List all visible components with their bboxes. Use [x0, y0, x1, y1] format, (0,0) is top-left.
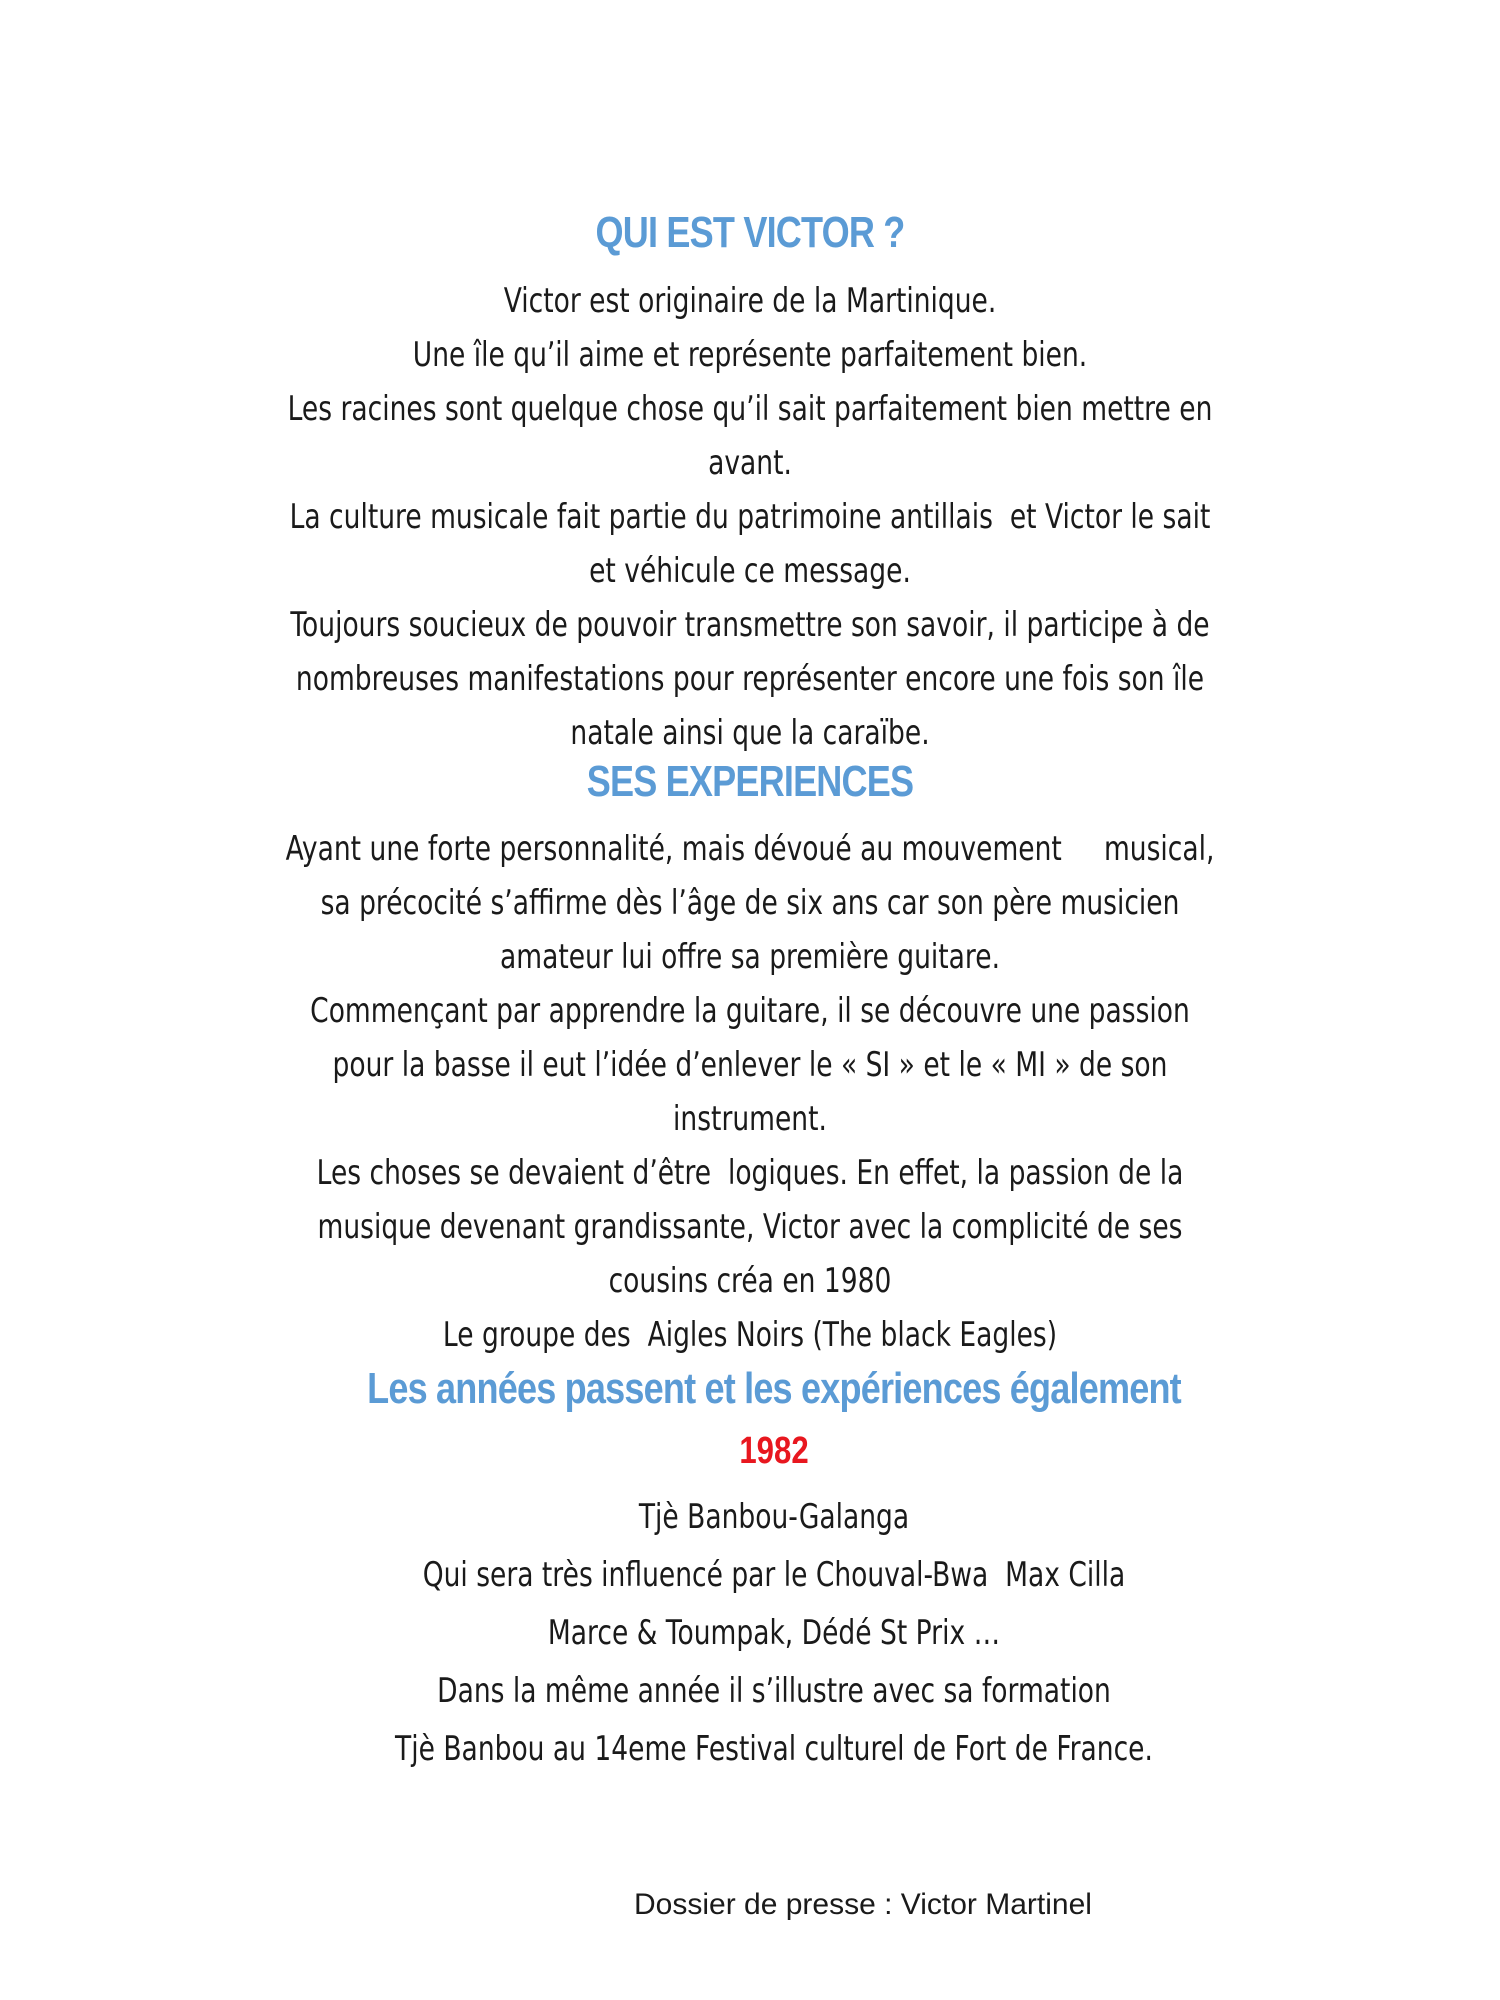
- section-body-annees: [24, 1488, 1500, 1778]
- section-title-annees: Les années passent et les expériences également: [367, 1364, 1181, 1413]
- text-line: instrument.: [673, 1099, 827, 1139]
- text-line: Ayant une forte personnalité, mais dévoué au mouvement musical,: [285, 829, 1215, 869]
- text-line: Toujours soucieux de pouvoir transmettre son savoir, il participe à de: [290, 605, 1210, 645]
- text-line: Les choses se devaient d’être logiques. En effet, la passion de la: [316, 1153, 1184, 1193]
- text-line: Les racines sont quelque chose qu’il sait parfaitement bien mettre en: [287, 389, 1213, 429]
- section-body-qui-est-victor: [0, 274, 1500, 760]
- text-line: Marce & Toumpak, Dédé St Prix …: [547, 1613, 1001, 1653]
- text-line: Commençant par apprendre la guitare, il se découvre une passion: [310, 991, 1190, 1031]
- text-line: pour la basse il eut l’idée d’enlever le « SI » et le « MI » de son: [332, 1045, 1168, 1085]
- text-line: Dans la même année il s’illustre avec sa formation: [437, 1671, 1111, 1711]
- year-label: 1982: [739, 1430, 809, 1472]
- section-title-qui-est-victor: QUI EST VICTOR ?: [595, 208, 905, 257]
- text-line: Tjè Banbou au 14eme Festival culturel de Fort de France.: [395, 1729, 1153, 1769]
- text-line: Le groupe des Aigles Noirs (The black Eagles): [442, 1315, 1058, 1355]
- text-line: sa précocité s’affirme dès l’âge de six ans car son père musicien: [320, 883, 1180, 923]
- text-line: avant.: [708, 443, 792, 483]
- text-line: amateur lui offre sa première guitare.: [499, 937, 1001, 977]
- text-line: Une île qu’il aime et représente parfaitement bien.: [412, 335, 1088, 375]
- footer-press-kit: Dossier de presse : Victor Martinel: [634, 1888, 1092, 1921]
- text-line: natale ainsi que la caraïbe.: [570, 713, 930, 753]
- section-title-ses-experiences: SES EXPERIENCES: [586, 757, 914, 806]
- text-line: nombreuses manifestations pour représenter encore une fois son île: [295, 659, 1205, 699]
- text-line: Qui sera très influencé par le Chouval-Bwa Max Cilla: [422, 1555, 1126, 1595]
- text-line: musique devenant grandissante, Victor avec la complicité de ses: [317, 1207, 1183, 1247]
- section-body-ses-experiences: [0, 822, 1500, 1362]
- text-line: cousins créa en 1980: [608, 1261, 892, 1301]
- text-line: La culture musicale fait partie du patrimoine antillais et Victor le sait: [289, 497, 1211, 537]
- text-line: et véhicule ce message.: [589, 551, 911, 591]
- text-line: Tjè Banbou-Galanga: [638, 1497, 910, 1537]
- text-line: Victor est originaire de la Martinique.: [503, 281, 997, 321]
